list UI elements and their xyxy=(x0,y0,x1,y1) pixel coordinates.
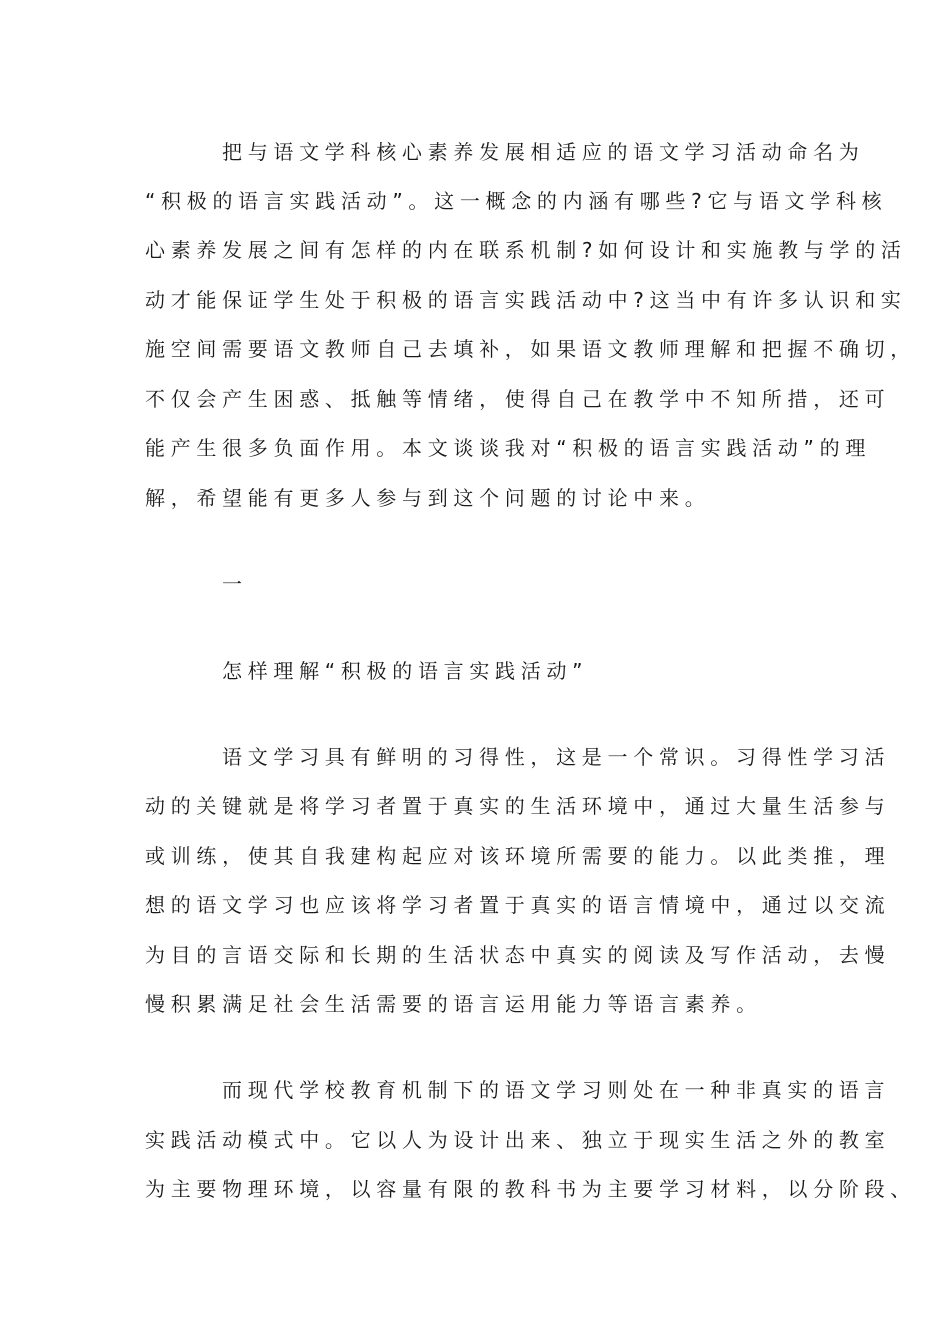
text-line: 语文学习具有鲜明的习得性，这是一个常识。习得性学习活 xyxy=(222,745,891,769)
text-line: 慢积累满足社会生活需要的语言运用能力等语言素养。 xyxy=(145,992,762,1016)
text-line: 或训练，使其自我建构起应对该环境所需要的能力。以此类推，理 xyxy=(145,844,891,868)
text-line: 施空间需要语文教师自己去填补，如果语文教师理解和把握不确切， xyxy=(145,337,916,361)
text-line: 动才能保证学生处于积极的语言实践活动中?这当中有许多认识和实 xyxy=(145,288,907,312)
text-line: 能产生很多负面作用。本文谈谈我对“积极的语言实践活动”的理 xyxy=(145,436,872,460)
text-line: 想的语文学习也应该将学习者置于真实的语言情境中，通过以交流 xyxy=(145,893,891,917)
text-line: 心素养发展之间有怎样的内在联系机制?如何设计和实施教与学的活 xyxy=(145,238,907,262)
text-line: 解，希望能有更多人参与到这个问题的讨论中来。 xyxy=(145,486,711,510)
text-line: 动的关键就是将学习者置于真实的生活环境中，通过大量生活参与 xyxy=(145,794,891,818)
text-line: 实践活动模式中。它以人为设计出来、独立于现实生活之外的教室 xyxy=(145,1128,891,1152)
section-number: 一 xyxy=(222,572,248,596)
text-line: 把与语文学科核心素养发展相适应的语文学习活动命名为 xyxy=(222,140,865,164)
section-heading: 怎样理解“积极的语言实践活动” xyxy=(222,659,589,683)
text-line: 不仅会产生困惑、抵触等情绪，使得自己在教学中不知所措，还可 xyxy=(145,387,891,411)
text-line: “积极的语言实践活动”。这一概念的内涵有哪些?它与语文学科核 xyxy=(145,189,888,213)
text-line: 为目的言语交际和长期的生活状态中真实的阅读及写作活动，去慢 xyxy=(145,943,891,967)
text-line: 为主要物理环境，以容量有限的教科书为主要学习材料，以分阶段、 xyxy=(145,1177,916,1201)
text-line: 而现代学校教育机制下的语文学习则处在一种非真实的语言 xyxy=(222,1078,891,1102)
